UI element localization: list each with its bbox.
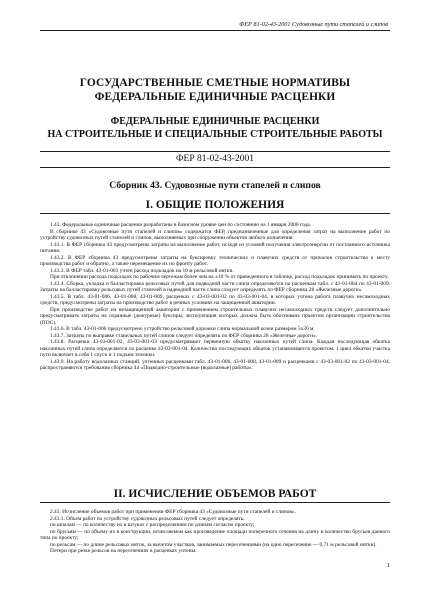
paragraph: 1.43.6. В табл. 43-01-006 предусмотрено устройство рельсовой дорожки слипа нормальной колеи размером 5х30 м. bbox=[50, 326, 315, 332]
section-heading-volume-calculation: II. ИСЧИСЛЕНИЕ ОБЪЕМОВ РАБОТ bbox=[40, 488, 390, 503]
paragraph: В сборнике 43 «Судовозные пути стапелей и слипов» содержатся ФЕР, предназначенные для определения затрат на выполнение работ по устройству судовозных путей стапелей и слипов, выполняемых при сооружении объектов любого назначения. bbox=[40, 228, 390, 241]
page-number: 1 bbox=[386, 562, 390, 569]
paragraph: 1.43. Федеральные единичные расценки разработаны в базисном уровне цен по состоянию на 1 января 2000 года. bbox=[50, 222, 312, 228]
paragraph: При производстве работ на незащищенной акватории с применением строительных плавучих несамоходных средств следует дополнительно предусматривать затраты на охранные (дежурные) буксиры, эксплуатация которых должна быть обоснована проектом организации строительства (ПОС). bbox=[40, 306, 390, 326]
paragraph: по шпалам — по количеству их в штуках с распределением по длинам согласно проекту; bbox=[50, 522, 255, 528]
paragraph: по брусьям — по объему их в конструкции, исчисляемом как произведение площади поперечного сечения на длину и количество брусьев данного типа по проекту; bbox=[40, 528, 390, 541]
paragraph: 1.43.5. В табл. 43-01-006, 43-01-008, 43-01-009, расценках с 43-03-001-02 по 43-03-001-04, в которых учтена работа плавучих несамоходных средств, предусмотрены затраты на производство работ в речных условиях на защищенной акватории. bbox=[40, 293, 390, 306]
header-rule bbox=[40, 30, 390, 31]
paragraph: 1.43.3. В ФЕР табл. 43-01-003 учтен расход подкладок на 10 м рельсовой нитки. bbox=[50, 267, 234, 274]
running-header: ФЕР 81-02-43-2001 Судовозные пути стапелей и слипов bbox=[239, 21, 388, 28]
section-body-volume-calculation bbox=[40, 509, 390, 555]
paragraph: 1.43.9. На работу водолазных станций, учтенных расценками табл. 43-01-006, 43-01-008, 43-01-009 и расценками с 43-03-001-02 по 43-03-001-04, распространяются требования сборника 44 «Подводно-строительные (водолазные) работы». bbox=[40, 358, 390, 371]
paragraph: 2.43.1. Объем работ по устройству судовозных рельсовых путей следует определять: bbox=[50, 515, 245, 522]
paragraph: по рельсам — по длине рельсовых ниток, за вычетом участков, занимаемых пересечениями (на одно пересечение — 0,71 м рельсовой нитки). bbox=[50, 541, 377, 548]
main-title-line-1: ГОСУДАРСТВЕННЫЕ СМЕТНЫЕ НОРМАТИВЫ bbox=[79, 77, 351, 89]
document-code: ФЕР 81-02-43-2001 bbox=[40, 151, 390, 168]
paragraph: 1.43.8. Расценки 43-03-001-02, 43-03-001-03 предусматривают первичную обкатку наклонных путей слипа. Каждая последующая обкатка наклонных путей слипа определяется по расценке 43-03-001-04. Количество последующих обкаток устанавливается проектом. 1 цикл обкатки участка пути включает в себя 1 спуск и 1 подъем тележки. bbox=[40, 339, 390, 358]
collection-title: Сборник 43. Судовозные пути стапелей и слипов bbox=[109, 180, 321, 191]
paragraph: 1.43.7. Затраты по выправке стапельных путей слипов следует определять по ФЕР сборника 28 «Железные дороги». bbox=[50, 332, 318, 339]
paragraph: 1.43.4. Сборка, укладка и балластировка рельсовых путей для подводной части слипа определяются по расценкам табл. с 43-01-004 по 43-01-009. Затраты на балластировку рельсовых путей стапелей в надводной части слипа следует определять по ФЕР сборника 28 «Железные дороги». bbox=[40, 280, 390, 293]
paragraph: 2.43. Исчисление объемов работ при применении ФЕР сборника 43 «Судовозные пути стапелей и слипов». bbox=[50, 509, 296, 515]
paragraph: При отклонении расхода подкладок по рабочим чертежам более чем на ±10 % от приведенного в таблице, расход подкладок принимать по проекту. bbox=[50, 274, 389, 280]
paragraph: Потери при резке рельсов на пересечениях в расценках учтены. bbox=[50, 548, 197, 554]
title-block bbox=[40, 76, 390, 141]
main-title-line-2: ФЕДЕРАЛЬНЫЕ ЕДИНИЧНЫЕ РАСЦЕНКИ bbox=[94, 91, 336, 103]
section-body-general bbox=[40, 222, 390, 372]
paragraph: 1.43.1. В ФЕР сборника 43 предусмотрены затраты на выполнение работ, исходя из условий получения электроэнергии от постоянного источника питания. bbox=[40, 241, 390, 254]
paragraph: 1.43.2. В ФЕР сборника 43 предусмотрены затраты на буксировку технических и плавучих средств от причалов строительства к месту производства работ и обратно, а также перемещение их по фронту работ. bbox=[40, 254, 390, 267]
subtitle-line-2: НА СТРОИТЕЛЬНЫЕ И СПЕЦИАЛЬНЫЕ СТРОИТЕЛЬНЫЕ РАБОТЫ bbox=[47, 128, 383, 140]
section-heading-general: I. ОБЩИЕ ПОЛОЖЕНИЯ bbox=[40, 199, 390, 214]
subtitle-line-1: ФЕДЕРАЛЬНЫЕ ЕДИНИЧНЫЕ РАСЦЕНКИ bbox=[110, 116, 320, 127]
